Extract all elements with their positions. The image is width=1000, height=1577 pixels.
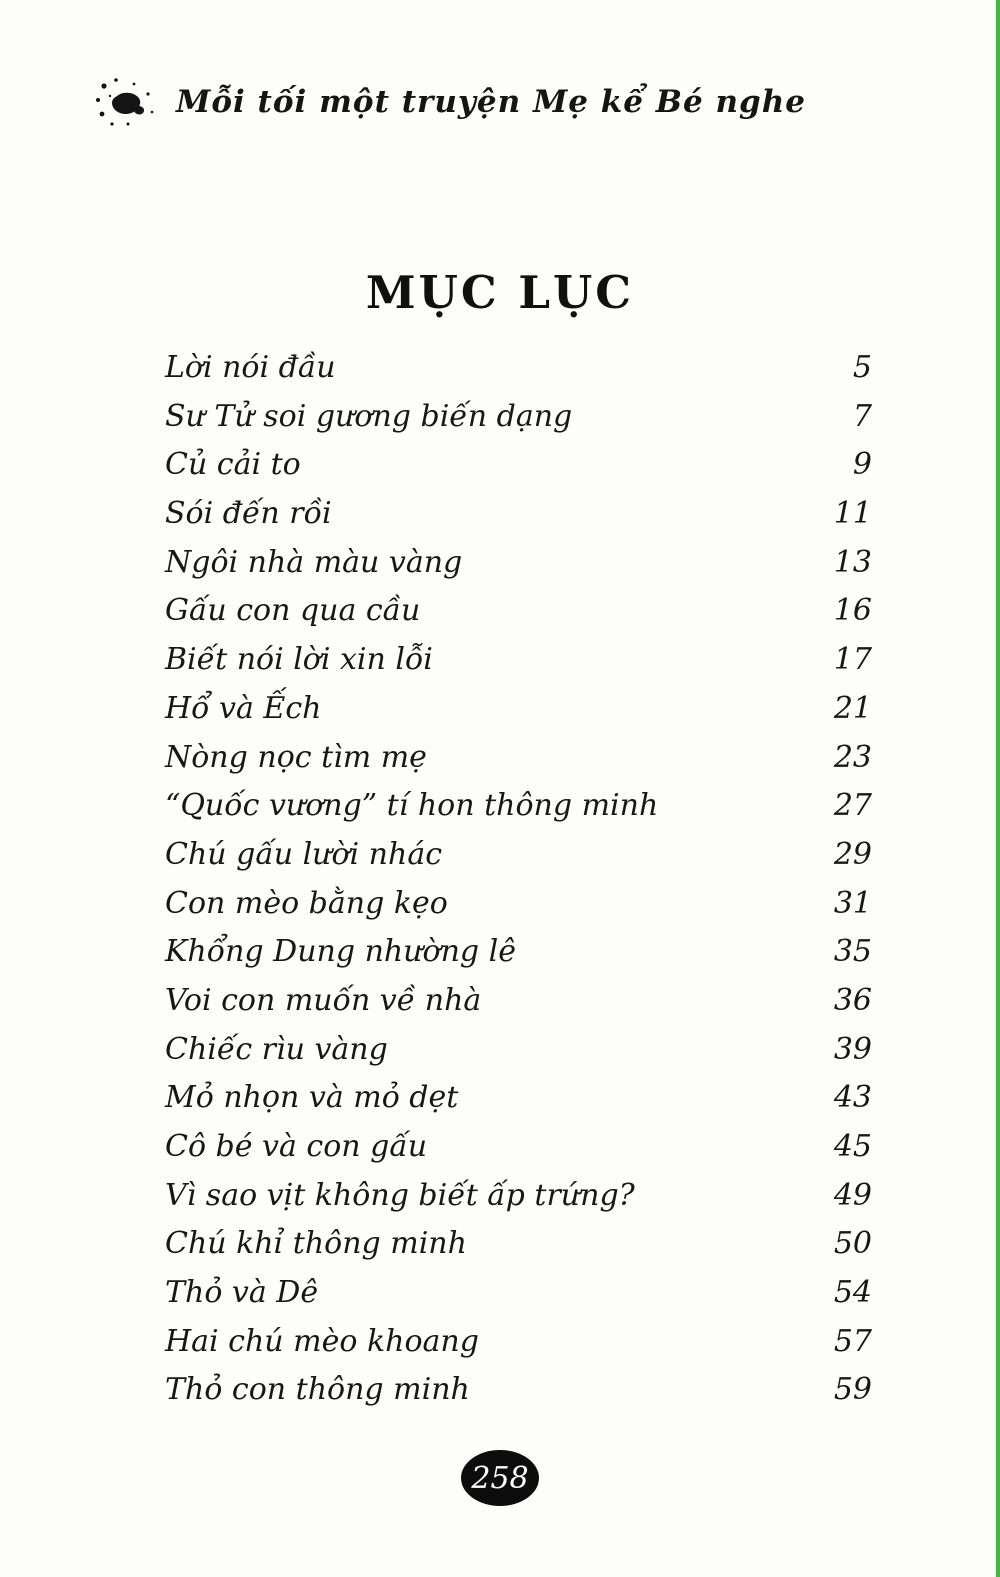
toc-entry [165,1032,872,1081]
toc-entry-title: Nòng nọc tìm mẹ [165,739,427,775]
toc-entry-page: 49 [833,1177,872,1213]
toc-entry-page: 54 [833,1275,872,1311]
toc-entry [165,1080,872,1129]
series-title: Mỗi tối một truyện Mẹ kể Bé nghe [176,84,806,120]
scan-edge-strip [996,0,1000,1577]
toc-entry-page: 35 [833,934,872,970]
toc-entry-page: 43 [833,1080,872,1116]
toc-entry-title: Voi con muốn về nhà [165,982,482,1018]
toc-entry [165,1324,872,1373]
toc-entry [165,740,872,789]
toc-entry-title: Chiếc rìu vàng [165,1031,388,1067]
toc-entry-title: Thỏ và Dê [165,1275,319,1311]
toc-entry [165,350,872,399]
toc-entry [165,983,872,1032]
toc-entry-title: Hổ và Ếch [165,690,322,726]
toc-entry-page: 5 [852,350,872,385]
toc-entry [165,788,872,837]
ink-splatter-icon [90,72,160,132]
toc-entry-page: 31 [833,885,872,921]
toc-entry [165,837,872,886]
toc-entry-page: 17 [833,642,872,678]
toc-entry [165,934,872,983]
toc-entry-page: 59 [833,1372,872,1408]
toc-entry-page: 50 [833,1226,872,1262]
toc-entry [165,447,872,496]
toc-entry-title: Sói đến rồi [165,496,332,532]
toc-entry [165,886,872,935]
toc-entry-page: 16 [833,593,872,629]
toc-entry-title: “Quốc vương” tí hon thông minh [165,788,659,824]
toc-entry-title: Khổng Dung nhường lê [165,934,517,970]
toc-entry [165,545,872,594]
page-number-badge [461,1450,539,1506]
toc-entry-title: Vì sao vịt không biết ấp trứng? [165,1177,635,1213]
toc-entry-page: 57 [833,1323,872,1359]
toc-entry-page: 9 [852,447,872,483]
toc-entry-title: Biết nói lời xin lỗi [165,642,433,678]
toc-entry [165,1178,872,1227]
toc-entry-title: Mỏ nhọn và mỏ dẹt [165,1080,459,1116]
toc-entry-title: Hai chú mèo khoang [165,1323,479,1359]
toc-entry-title: Chú khỉ thông minh [165,1226,467,1262]
toc-entry [165,1226,872,1275]
toc-entry-page: 11 [833,496,872,532]
toc-entry-page: 13 [833,544,872,580]
toc-heading: MỤC LỤC [365,266,635,319]
toc-entry [165,642,872,691]
toc-entry-page: 23 [833,739,872,775]
toc-entry-title: Cô bé và con gấu [165,1129,428,1164]
toc-entry-title: Lời nói đầu [165,350,336,385]
toc-entry-title: Củ cải to [165,447,301,483]
toc-entry [165,593,872,642]
toc-entry [165,1129,872,1178]
toc-entry-page: 39 [833,1031,872,1067]
toc-entry-title: Con mèo bằng kẹo [165,885,448,921]
toc-entry-page: 7 [852,398,872,434]
toc-entry [165,691,872,740]
toc-entry-title: Gấu con qua cầu [165,593,421,629]
toc-entry-title: Sư Tử soi gương biến dạng [165,398,573,434]
toc-entry-title: Thỏ con thông minh [165,1372,470,1408]
toc-entry-page: 45 [833,1129,872,1164]
toc-entry [165,1275,872,1324]
toc-entry-title: Chú gấu lười nhác [165,836,443,872]
toc-entry-page: 27 [833,788,872,824]
toc-entry-page: 21 [833,690,872,726]
toc-entry [165,1372,872,1421]
running-header [90,72,806,132]
page-number: 258 [471,1460,529,1496]
toc-entry-page: 36 [833,982,872,1018]
toc-entry [165,496,872,545]
toc-entry [165,399,872,448]
toc-entry-title: Ngôi nhà màu vàng [165,544,463,580]
toc-list [165,350,872,1421]
toc-entry-page: 29 [833,836,872,872]
